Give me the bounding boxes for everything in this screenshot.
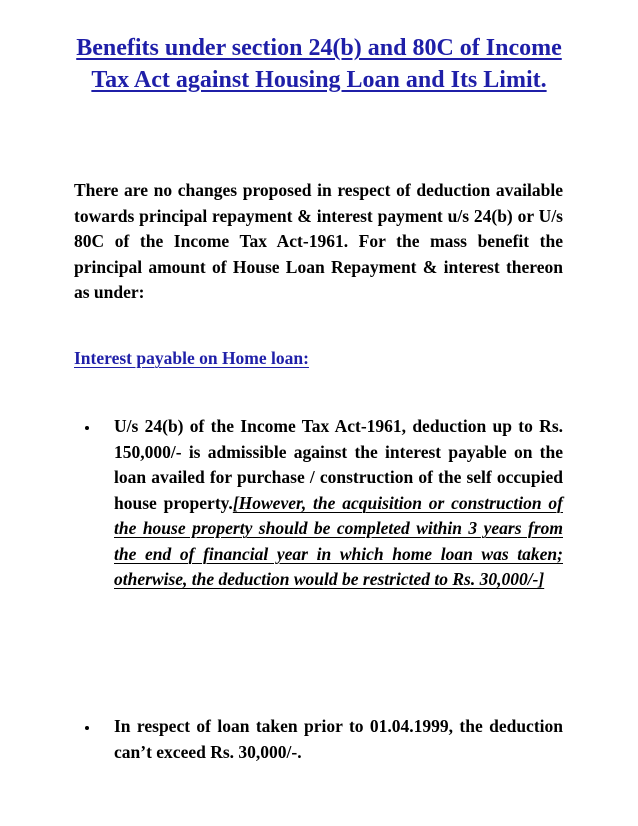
bullet-note: [However, the acquisition or construction of the house property should be completed within 3 years from the end of financial year in which home loan was taken; otherwise, the deduction would be restricted to Rs. 30,000/-] [114,492,563,589]
bullet-icon [85,426,89,430]
list-item [74,714,563,765]
list-item [74,414,563,593]
page-title: Benefits under section 24(b) and 80C of Income Tax Act against Housing Loan and Its Limit. [76,35,562,93]
intro-paragraph: There are no changes proposed in respect of deduction available towards principal repayment & interest payment u/s 24(b) or U/s 80C of the Income Tax Act-1961. For the mass benefit the principal amount of House Loan Repayment & interest thereon as under: [74,180,563,302]
section-heading: Interest payable on Home loan: [74,348,309,368]
bullet-text: U/s 24(b) of the Income Tax Act-1961, deduction up to Rs. 150,000/- is admissible against the interest payable on the loan availed for purchase / construction of the self occupied house property. [114,416,563,513]
bullet-paragraph [114,714,563,765]
bullet-text: In respect of loan taken prior to 01.04.1999, the deduction can’t exceed Rs. 30,000/-. [114,716,563,762]
bullet-paragraph [114,414,563,593]
bullet-icon [85,726,89,730]
